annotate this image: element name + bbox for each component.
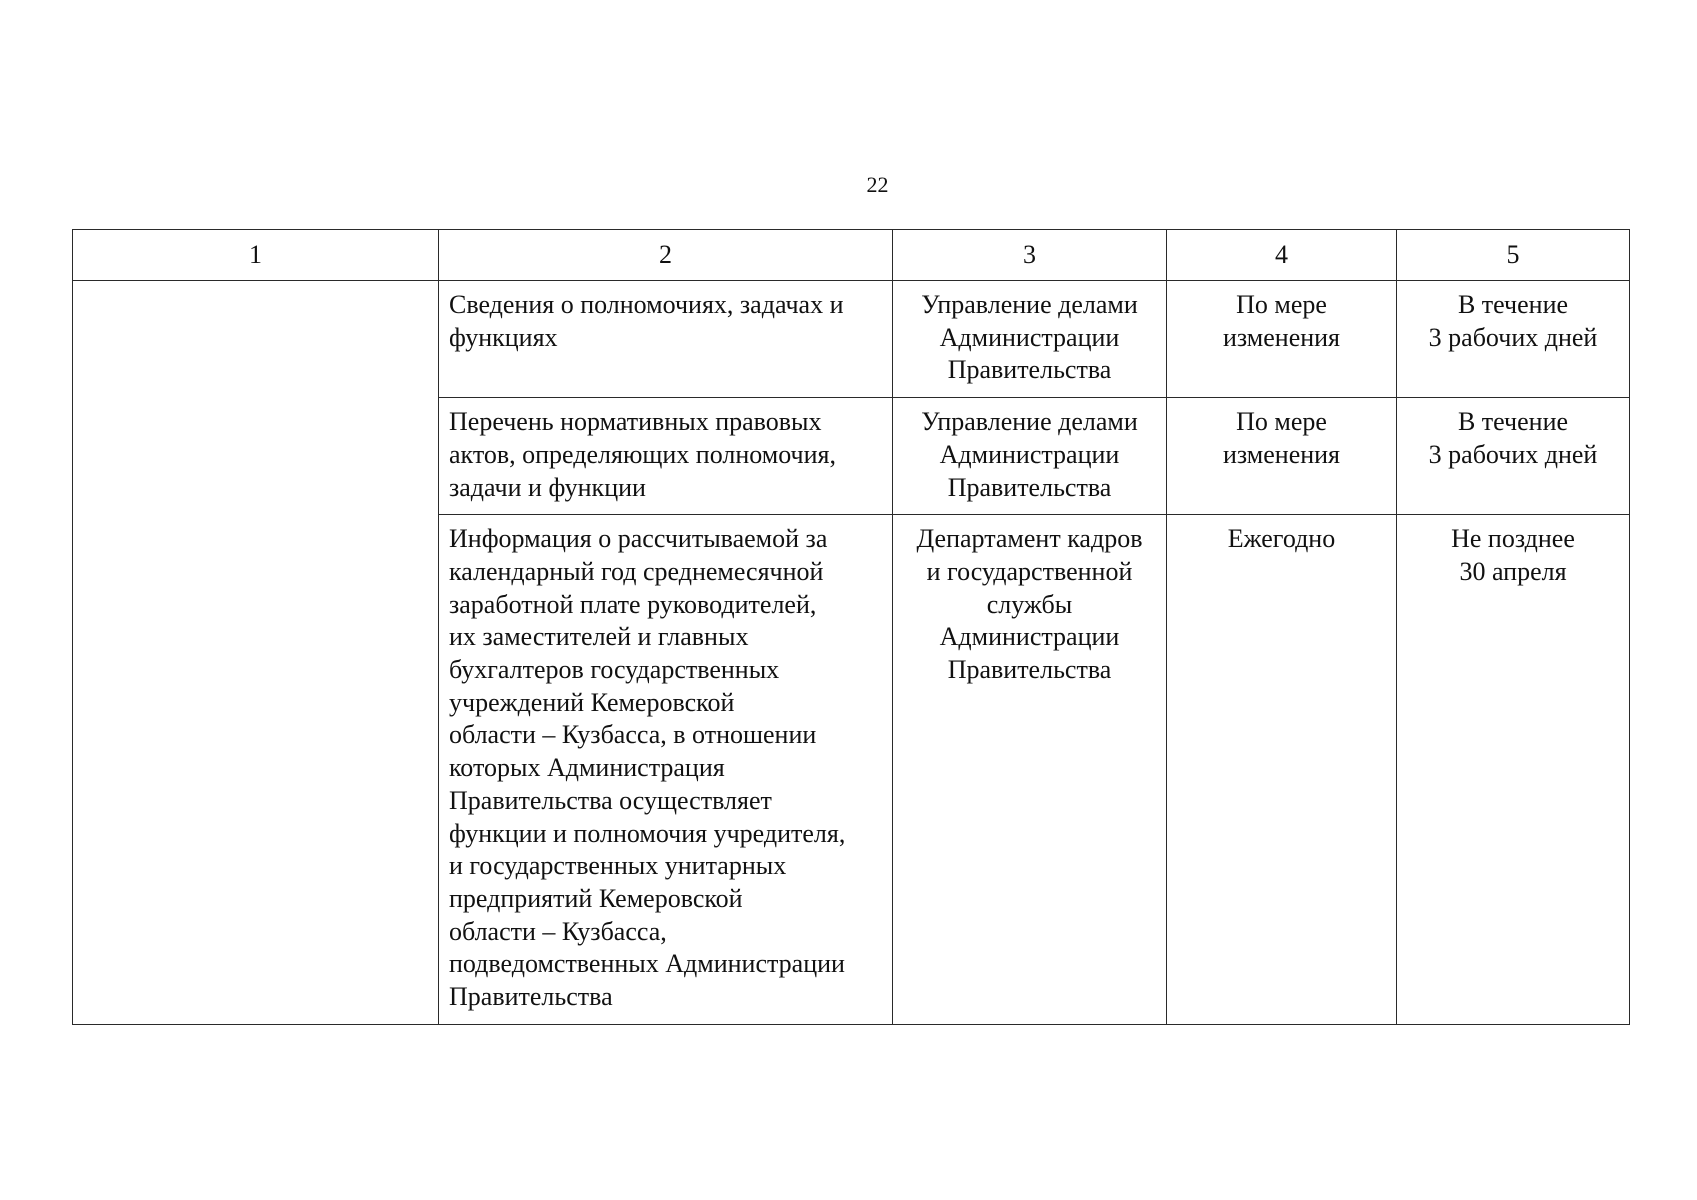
responsible-line: Департамент кадров <box>916 524 1143 554</box>
deadline-cell <box>1397 515 1630 1025</box>
responsible-line: Правительства <box>947 472 1112 502</box>
header-col-5: 5 <box>1397 230 1630 281</box>
header-col-2: 2 <box>439 230 893 281</box>
info-line: подведомственных Администрации <box>449 949 845 979</box>
document-table <box>72 229 1630 1025</box>
frequency-line: По мере <box>1236 290 1327 319</box>
info-line: которых Администрация <box>449 753 725 783</box>
frequency-cell <box>1167 515 1397 1025</box>
responsible-cell <box>893 515 1167 1025</box>
page-number: 22 <box>866 172 889 197</box>
deadline-line: 3 рабочих дней <box>1428 322 1598 352</box>
info-line: функции и полномочия учредителя, <box>449 818 846 848</box>
info-line: Информация о рассчитываемой за <box>449 524 828 554</box>
deadline-cell <box>1397 398 1630 515</box>
info-line: области – Кузбасса, <box>449 916 667 946</box>
info-line: их заместителей и главных <box>449 622 749 652</box>
deadline-line: 30 апреля <box>1459 556 1567 586</box>
frequency-cell <box>1167 398 1397 515</box>
info-line: области – Кузбасса, в отношении <box>449 720 817 750</box>
info-line: Правительства осуществляет <box>449 785 772 815</box>
info-line: учреждений Кемеровской <box>449 687 735 717</box>
responsible-cell <box>893 281 1167 398</box>
info-line: Правительства <box>449 982 613 1012</box>
info-line: актов, определяющих полномочия, <box>449 439 836 469</box>
frequency-line: Ежегодно <box>1227 524 1336 554</box>
responsible-line: службы <box>986 589 1073 619</box>
deadline-cell <box>1397 281 1630 398</box>
info-line: и государственных унитарных <box>449 851 787 881</box>
responsible-line: Администрации <box>939 622 1120 652</box>
category-cell-text <box>73 281 438 299</box>
frequency-line: По мере <box>1236 407 1327 437</box>
responsible-line: Администрации <box>939 322 1120 352</box>
responsible-line: Управление делами <box>921 407 1138 437</box>
frequency-line: изменения <box>1222 439 1341 469</box>
info-line: Сведения о полномочиях, задачах и <box>449 290 844 319</box>
info-cell <box>439 515 893 1025</box>
info-line: заработной плате руководителей, <box>449 589 817 619</box>
info-line: Перечень нормативных правовых <box>449 407 822 437</box>
table-row <box>73 281 1630 398</box>
table-header-row <box>73 230 1630 281</box>
info-cell <box>439 281 893 398</box>
info-line: предприятий Кемеровской <box>449 883 743 913</box>
info-cell <box>439 398 893 515</box>
deadline-line: В течение <box>1457 290 1569 319</box>
info-line: бухгалтеров государственных <box>449 655 780 685</box>
deadline-line: 3 рабочих дней <box>1428 439 1598 469</box>
header-col-4: 4 <box>1167 230 1397 281</box>
header-col-1: 1 <box>73 230 439 281</box>
responsible-line: Правительства <box>947 355 1112 385</box>
category-cell <box>73 281 439 1025</box>
frequency-cell <box>1167 281 1397 398</box>
responsible-line: Управление делами <box>921 290 1138 319</box>
responsible-line: и государственной <box>926 556 1133 586</box>
frequency-line: изменения <box>1222 322 1341 352</box>
responsible-line: Правительства <box>947 655 1112 685</box>
info-line: календарный год среднемесячной <box>449 556 824 586</box>
deadline-line: Не позднее <box>1451 524 1575 554</box>
deadline-line: В течение <box>1457 407 1569 437</box>
responsible-line: Администрации <box>939 439 1120 469</box>
info-line: задачи и функции <box>449 472 646 502</box>
info-line: функциях <box>449 322 558 352</box>
header-col-3: 3 <box>893 230 1167 281</box>
responsible-cell <box>893 398 1167 515</box>
